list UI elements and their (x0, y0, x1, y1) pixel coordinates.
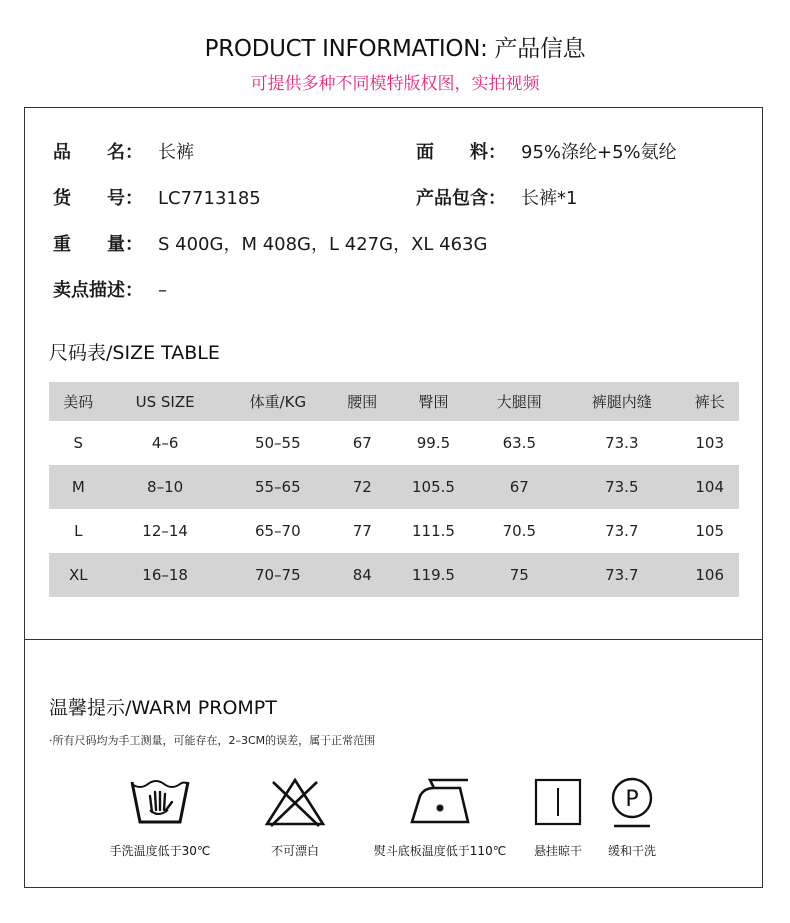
table-row (49, 553, 739, 597)
table-cell: 73.5 (563, 465, 680, 509)
care-label: 熨斗底板温度低于110℃ (373, 844, 507, 858)
col-header: 腰围 (333, 382, 392, 421)
field-contents-value: 长裤*1 (521, 188, 578, 209)
table-cell: S (73, 434, 84, 452)
field-name (53, 138, 194, 164)
field-sku-value: LC7713185 (158, 188, 261, 209)
table-cell: 104 (680, 465, 739, 509)
measurement-note: ·所有尺码均为手工测量，可能存在，2–3CM的误差，属于正常范围 (49, 734, 376, 747)
table-row (49, 421, 739, 465)
page-title: PRODUCT INFORMATION: 产品信息 (204, 36, 586, 62)
table-cell: 50–55 (254, 434, 301, 452)
care-no-bleach (220, 776, 370, 859)
dry-clean-icon (600, 776, 664, 828)
field-name-value: 长裤 (158, 142, 194, 163)
table-cell: M (49, 465, 108, 509)
care-label: 不可漂白 (270, 844, 319, 858)
table-cell: 67 (475, 465, 563, 509)
col-header: US SIZE (108, 382, 223, 421)
table-cell: 105.5 (392, 465, 476, 509)
field-sku (53, 184, 261, 210)
care-dry-clean (557, 776, 707, 859)
table-cell: 77 (352, 522, 372, 540)
field-fabric (416, 138, 677, 164)
table-cell: 70.5 (502, 522, 536, 540)
col-header: 臀围 (392, 382, 476, 421)
table-cell: 119.5 (392, 553, 476, 597)
care-label: 悬挂晾干 (533, 844, 582, 858)
size-table-title: 尺码表/SIZE TABLE (49, 342, 220, 364)
field-fabric-label: 面 料： (416, 142, 506, 163)
table-cell: 106 (680, 553, 739, 597)
table-cell: 67 (352, 434, 372, 452)
field-weight-value: S 400G，M 408G，L 427G，XL 463G (158, 234, 488, 255)
table-cell: 70–75 (223, 553, 333, 597)
table-cell: 75 (475, 553, 563, 597)
table-cell: 72 (333, 465, 392, 509)
table-cell: 73.3 (605, 434, 639, 452)
table-cell: 63.5 (502, 434, 536, 452)
field-name-label: 品 名： (53, 142, 143, 163)
table-cell: 99.5 (416, 434, 451, 452)
field-fabric-value: 95%涤纶+5%氨纶 (521, 142, 677, 163)
table-cell: 55–65 (223, 465, 333, 509)
table-cell: 103 (695, 434, 724, 452)
table-row (49, 509, 739, 553)
size-table-header (49, 382, 739, 421)
table-cell: 84 (333, 553, 392, 597)
svg-text:P: P (625, 787, 639, 812)
table-row (49, 465, 739, 509)
product-info-panel (24, 107, 763, 640)
col-header: 大腿围 (475, 382, 563, 421)
col-header: 裤腿内缝 (563, 382, 680, 421)
iron-icon (408, 776, 472, 828)
table-cell: 105 (695, 522, 724, 540)
field-weight (53, 230, 487, 256)
col-header: 裤长 (680, 382, 739, 421)
table-cell: 16–18 (108, 553, 223, 597)
field-weight-label: 重 量： (53, 234, 143, 255)
table-cell: 65–70 (254, 522, 301, 540)
field-sku-label: 货 号： (53, 188, 143, 209)
table-cell: 73.7 (605, 522, 639, 540)
warm-prompt-panel (24, 639, 763, 888)
size-table (49, 382, 739, 597)
table-cell: 111.5 (411, 522, 455, 540)
field-contents-label: 产品包含： (416, 188, 506, 209)
table-cell: 8–10 (108, 465, 223, 509)
warm-prompt-title: 温馨提示/WARM PROMPT (49, 697, 277, 719)
field-contents (416, 184, 577, 210)
field-selling-label: 卖点描述： (53, 280, 143, 301)
table-cell: L (74, 522, 83, 540)
table-cell: XL (49, 553, 108, 597)
table-cell: 12–14 (142, 522, 188, 540)
table-cell: 73.7 (563, 553, 680, 597)
care-label: 手洗温度低于30℃ (109, 844, 211, 858)
hand-wash-icon (128, 776, 192, 828)
no-bleach-icon (263, 776, 327, 828)
col-header: 体重/KG (223, 382, 333, 421)
care-hand-wash (85, 776, 235, 859)
page-subtitle: 可提供多种不同模特版权图，实拍视频 (250, 74, 540, 94)
field-selling (53, 276, 167, 302)
care-label: 缓和干洗 (607, 844, 656, 858)
table-cell: 4–6 (151, 434, 179, 452)
field-selling-value: – (158, 280, 167, 301)
col-header: 美码 (49, 382, 108, 421)
